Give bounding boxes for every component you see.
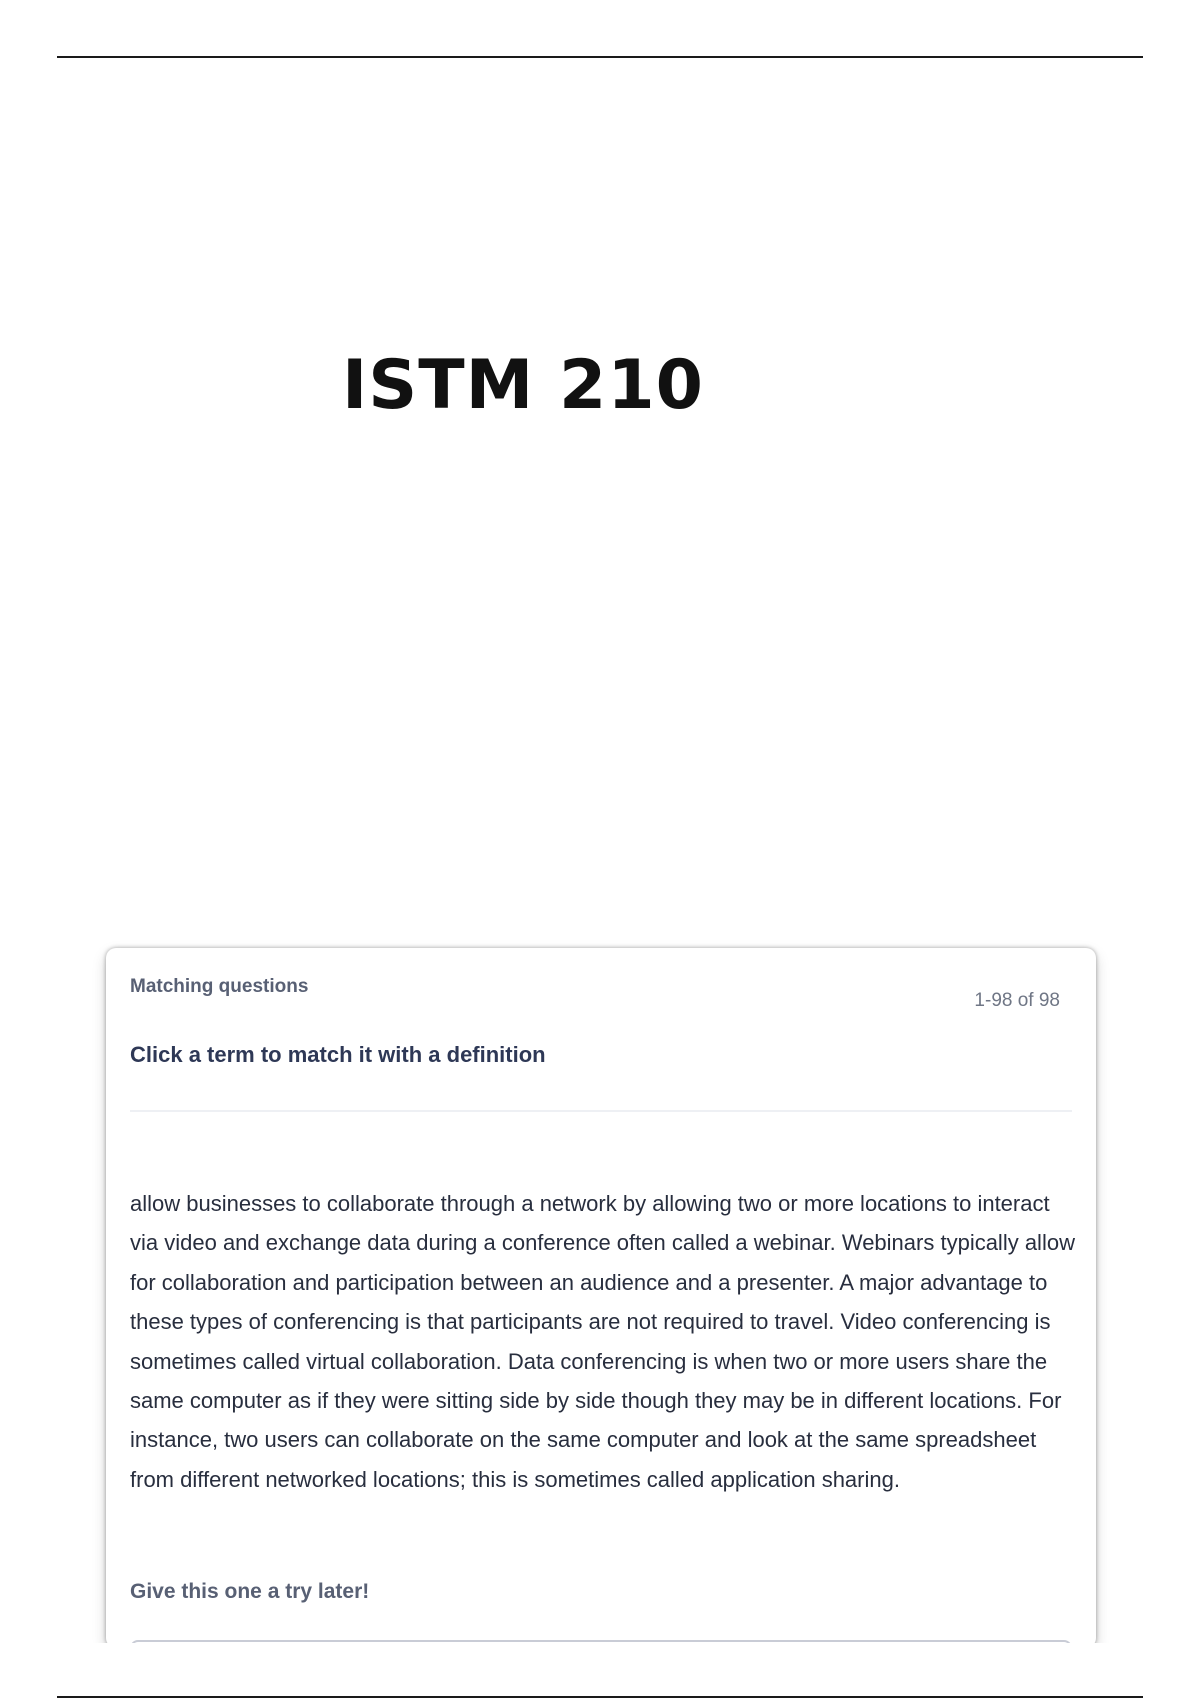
question-count: 1-98 of 98 [974, 990, 1060, 1011]
top-rule [57, 56, 1143, 58]
document-title: ISTM 210 [342, 346, 704, 425]
instruction-text: Click a term to match it with a definition [130, 1042, 546, 1067]
try-later-text: Give this one a try later! [130, 1580, 370, 1603]
page-bottom-margin [0, 1643, 1200, 1693]
card-divider [130, 1110, 1072, 1112]
bottom-rule [57, 1696, 1143, 1698]
card-header: Matching questions [130, 976, 309, 997]
definition-text: allow businesses to collaborate through a network by allowing two or more locations to interact via video and exchange data during a conference often called a webinar. Webinars typically allow for collaboration and participation between an audience and a presenter. A major advantage to these types of conferencing is that participants are not required to travel. Video conferencing is sometimes called virtual collaboration. Data conferencing is when two or more users share the same computer as if they were sitting side by side though they may be in different locations. For instance, two users can collaborate on the same computer and look at the same spreadsheet from different networked locations; this is sometimes called application sharing. [130, 1191, 1075, 1492]
matching-questions-card [106, 948, 1096, 1648]
